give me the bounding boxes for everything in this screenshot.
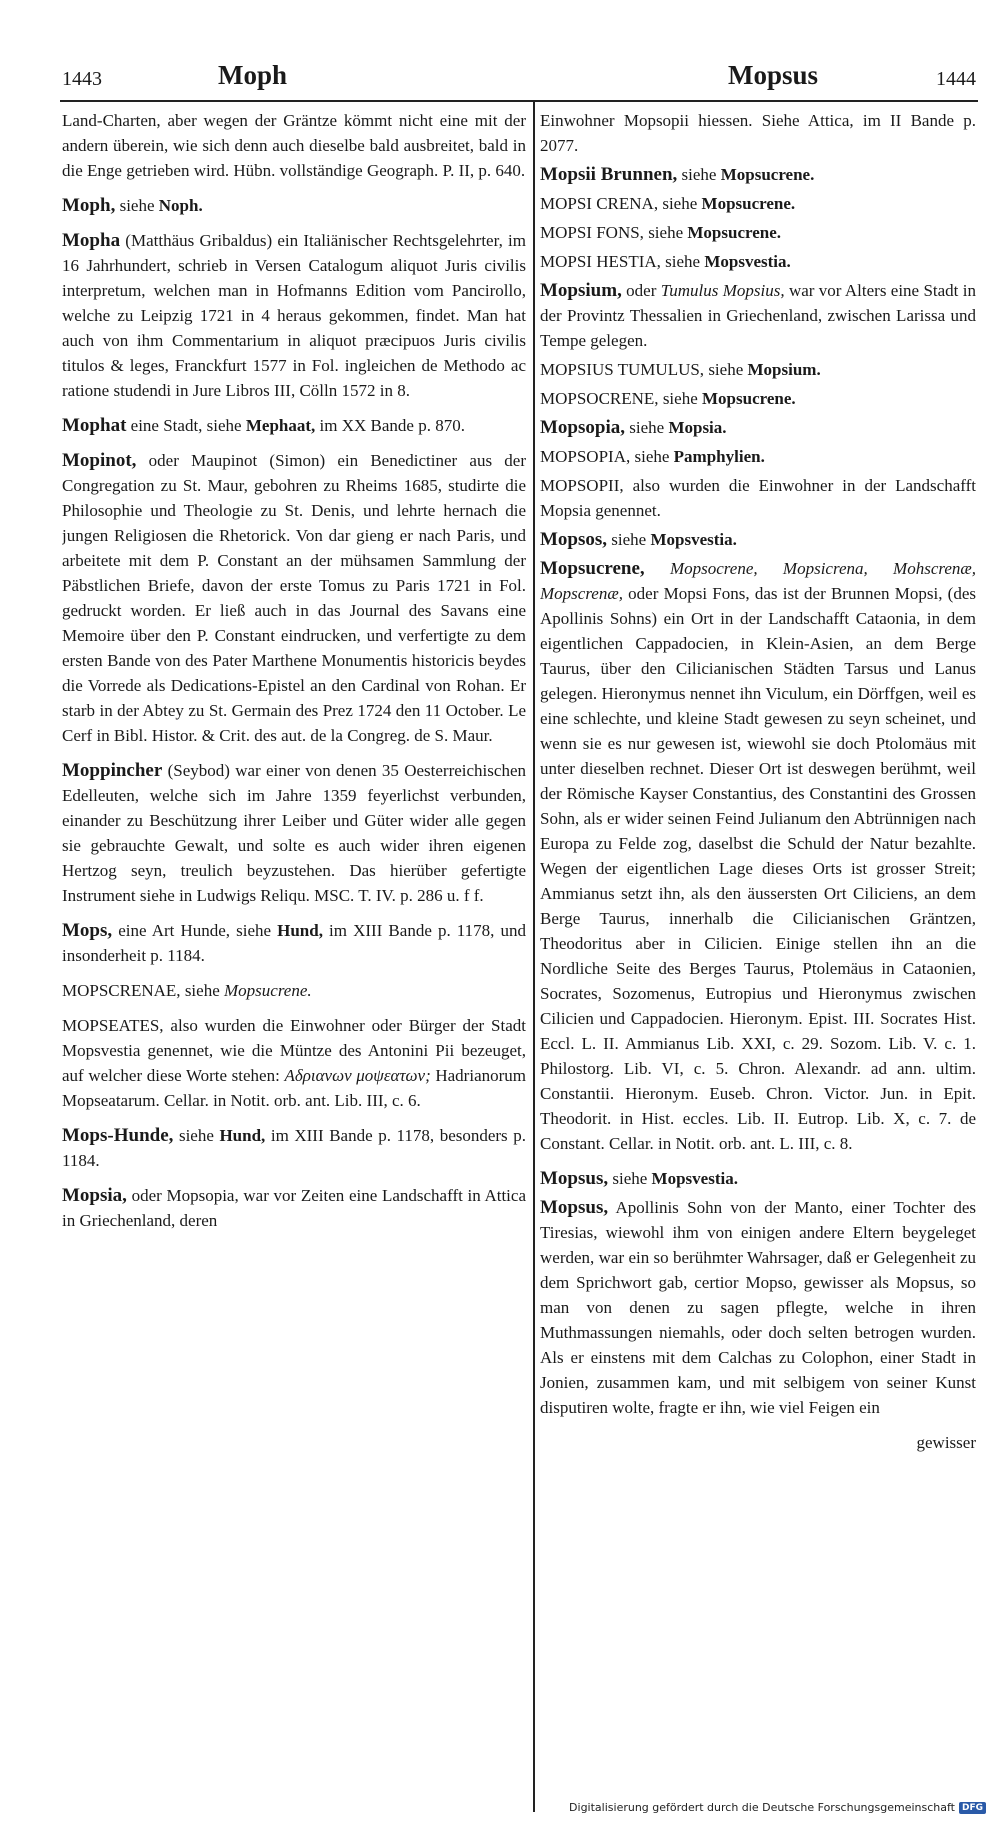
headword: Mopinot, [62, 450, 137, 471]
column-divider [533, 102, 535, 1812]
left-running-title: Moph [218, 60, 288, 90]
cross-reference: Mopsucrene. [687, 223, 782, 242]
headword: Mopsos, [540, 529, 608, 550]
cross-reference: Mopsucrene. [701, 194, 796, 213]
entry-mophat: Mophat eine Stadt, siehe Mephaat, im XX Bande p. 870. [62, 415, 465, 436]
entry-mopsi-crena: MOPSI CRENA, siehe Mopsucrene. [540, 194, 796, 213]
headword: Mopsus, [540, 1197, 609, 1218]
headword: Mophat [62, 415, 127, 436]
right-column [540, 108, 976, 1808]
running-head [60, 60, 980, 104]
entry-mopsos: Mopsos, siehe Mopsvestia. [540, 529, 737, 550]
left-page-number: 1443 [62, 68, 102, 90]
headword: MOPSCRENAE, [62, 981, 181, 1000]
entry-mopsopia: Mopsopia, siehe Mopsia. [540, 417, 727, 438]
entry-mopscrenae: MOPSCRENAE, siehe Mopsucrene. [62, 981, 312, 1000]
entry-mops: Mops, eine Art Hunde, siehe Hund, im XIII Bande p. 1178, und insonderheit p. 1184. [62, 920, 526, 965]
entry-mopseates: MOPSEATES, also wurden die Einwohner oder Bürger der Stadt Mopsvestia genennet, wie die Müntze des Antonini Pii bezeuget, auf welcher diese Worte stehen: Αδριανων μοψεατων; Hadrianorum Mopseatarum. Cellar. in Notit. orb. ant. Lib. III, c. 6. [62, 1016, 526, 1110]
cross-reference: Mopsvestia. [650, 530, 737, 549]
entry-mopha: Mopha (Matthäus Gribaldus) ein Italiänischer Rechtsgelehrter, im 16 Jahrhundert, schrieb in Versen Catalogum aliquot Juris civilis interpretum, welchen man in Hofmanns Edition vom Pancirollo, welche zu Leipzig 1721 in 4 heraus gekommen, findet. Man hat auch von ihm Commentarium in aliquot præcipuos Juris civilis titulos & leges, Franckfurt 1577 in Fol. ingleichen de Methodo ac ratione studendi in Jure Libros III, Cölln 1572 in 8. [62, 230, 526, 400]
headword: Mopsucrene, [540, 558, 645, 579]
headword: Mopsium, [540, 280, 622, 301]
headword: MOPSOPII, [540, 476, 624, 495]
entry-mopsii-brunnen: Mopsii Brunnen, siehe Mopsucrene. [540, 164, 815, 185]
headword: Mops-Hunde, [62, 1125, 174, 1146]
headword: Mopsii Brunnen, [540, 164, 678, 185]
entry-mopsocrene: MOPSOCRENE, siehe Mopsucrene. [540, 389, 796, 408]
entry-mopsus-ref: Mopsus, siehe Mopsvestia. [540, 1168, 738, 1189]
entry-continuation: Land-Charten, aber wegen der Gräntze kömmt nicht eine mit der andern überein, wie sich denn auch dieselbe bald ausbreitet, bald in die Enge getrieben wird. Hübn. vollständige Geograph. P. II, p. 640. [62, 111, 526, 180]
cross-reference: Hund, [277, 921, 323, 940]
cross-reference: Noph. [158, 196, 203, 215]
entry-mopsi-hestia: MOPSI HESTIA, siehe Mopsvestia. [540, 252, 791, 271]
headword: Moppincher [62, 760, 163, 781]
entry-mops-hunde: Mops-Hunde, siehe Hund, im XIII Bande p. 1178, besonders p. 1184. [62, 1125, 526, 1170]
headword: MOPSEATES, [62, 1016, 164, 1035]
cross-reference: Pamphylien. [673, 447, 765, 466]
headword: Mops, [62, 920, 113, 941]
entry-continuation: Einwohner Mopsopii hiessen. Siehe Attica, im II Bande p. 2077. [540, 111, 976, 155]
headword: MOPSI CRENA, [540, 194, 659, 213]
entry-mopsucrene: Mopsucrene, Mopsocrene, Mopsicrena, Mohscrenæ, Mopscrenæ, oder Mopsi Fons, das ist der Brunnen Mopsi, (des Apollinis Sohns) ein Ort in der Landschafft Cataonia, in dem eigentlichen Cappadocien, in Klein-Asien, an dem Berge Taurus, über den Cilicianischen Städten Tarsus und Lanus gelegen. Hieronymus nennet ihn Viculum, ein Dörffgen, weil es eine schlechte, und kleine Stadt gewesen zu seyn scheinet, und wenn sie es nur gewesen ist, wiewohl sie doch Ptolomäus mit unter dieselben rechnet. Dieser Ort ist deswegen berühmt, weil der Römische Kayser Constantius, des Constantini des Grossen Sohn, als er wider seinen Feind Julianum den Abtrünnigen nach Europa zu Felde zog, daselbst die Schuld der Natur bezahlte. Wegen der eigentlichen Lage dieses Orts ist grosser Streit; Ammianus setzt ihn, als den äussersten Ort Ciliciens, an dem Berge Taurus, innerhalb die Cilicianischen Gräntzen, Theodoritus aber in Cilicien. Einige stellen ihn an die Nordliche Seite des Berges Taurus, Ptolemäus in Cataonien, Socrates, Sozomenus, Eutropius und Hieronymus zwischen Cilicien und Cappadocien. Hieronym. Epist. III. Socrates Hist. Eccl. L. II. Ammianus Lib. XXI, c. 29. Sozom. Lib. V. c. 1. Philostorg. Lib. VI, c. 5. Chron. Alexandr. ad ann. ultim. Constantii. Hieronym. Euseb. Chron. Victor. Jun. in Epit. Theodorit. in Hist. eccles. Lib. II. Eutrop. Lib. X, c. 7. de Constant. Cellar. in Notit. orb. ant. L. III, c. 8. [540, 558, 976, 1153]
cross-reference: Mopsucrene. [720, 165, 815, 184]
headword: MOPSOPIA, [540, 447, 631, 466]
entry-mopsopii: MOPSOPII, also wurden die Einwohner in der Landschafft Mopsia genennet. [540, 476, 976, 520]
catchword: gewisser [916, 1433, 976, 1452]
cross-reference: Mopsvestia. [704, 252, 791, 271]
headword: MOPSI HESTIA, [540, 252, 661, 271]
headword: Moph, [62, 195, 116, 216]
entry-mopinot: Mopinot, oder Maupinot (Simon) ein Benedictiner aus der Congregation zu St. Maur, gebohren zu Rheims 1685, studirte die Philosophie und Theologie zu St. Denis, und lehrte hernach die jungen Religiosen die Rhetorick. Von dar gieng er nach Paris, und arbeitete mit dem P. Constant an der mühsamen Sammlung der Päbstlichen Briefe, davon der erste Tomus zu Paris 1721 in Fol. gedruckt worden. Er ließ auch in das Journal des Savans eine Memoire über den P. Constant eindrucken, und verfertigte zu dem ersten Bande von des Pater Marthene Monumentis historicis beydes die Vorrede als Dedications-Epistel an den Cardinal von Rohan. Er starb in der Abtey zu St. Germain des Prez 1724 den 11 October. Le Cerf in Bibl. Histor. & Crit. des aut. de la Congreg. de S. Maur. [62, 450, 526, 745]
entry-mopsopia-upper: MOPSOPIA, siehe Pamphylien. [540, 447, 765, 466]
headword: MOPSIUS TUMULUS, [540, 360, 705, 379]
headword: Mopsia, [62, 1185, 127, 1206]
headword: Mopha [62, 230, 121, 251]
cross-reference: Mopsucrene. [702, 389, 796, 408]
entry-mopsius-tumulus: MOPSIUS TUMULUS, siehe Mopsium. [540, 360, 821, 379]
cross-reference: Mephaat, [245, 416, 316, 435]
left-column [62, 108, 526, 1808]
cross-reference: Hund, [219, 1126, 266, 1145]
cross-reference: Mopsucrene. [224, 981, 312, 1000]
dfg-logo: DFG [959, 1802, 986, 1814]
digitization-footer [569, 1801, 986, 1814]
headword: Mopsopia, [540, 417, 625, 438]
entry-moppincher: Moppincher (Seybod) war einer von denen 35 Oesterreichischen Edelleuten, welche sich im Jahre 1359 feyerlichst verbunden, einander zu Beschützung ihrer Leiber und Güter wider alle gegen sie gebrauchte Gewalt, und solte es auch wider ihren eigenen Hertzog seyn, treulich beyzustehen. Das hierüber gefertigte Instrument siehe in Ludwigs Reliqu. MSC. T. IV. p. 286 u. f f. [62, 760, 526, 905]
right-running-title: Mopsus [728, 60, 819, 90]
headword: Mopsus, [540, 1168, 609, 1189]
entry-mopsium: Mopsium, oder Tumulus Mopsius, war vor Alters eine Stadt in der Provintz Thessalien in Griechenland, zwischen Larissa und Tempe gelegen. [540, 280, 976, 350]
entry-mopsia: Mopsia, oder Mopsopia, war vor Zeiten eine Landschafft in Attica in Griechenland, deren [62, 1185, 526, 1230]
headword: MOPSOCRENE, [540, 389, 659, 408]
entry-moph: Moph, siehe Noph. [62, 195, 203, 216]
cross-reference: Mopsium. [747, 360, 821, 379]
cross-reference: Mopsia. [668, 418, 727, 437]
headword: MOPSI FONS, [540, 223, 644, 242]
footer-text: Digitalisierung gefördert durch die Deutsche Forschungsgemeinschaft [569, 1801, 955, 1814]
right-page-number: 1444 [936, 68, 976, 90]
greek-inscription: Αδριανων μοψεατων; [284, 1066, 431, 1085]
cross-reference: Mopsvestia. [651, 1169, 738, 1188]
entry-mopsus: Mopsus, Apollinis Sohn von der Manto, einer Tochter des Tiresias, wiewohl ihm von einigen andere Eltern beygeleget werden, war ein so berühmter Wahrsager, daß er Gelegenheit zu dem Sprichwort gab, certior Mopso, gewisser als Mopsus, so man von denen zu sagen pflegte, welche in ihren Muthmassungen niemahls, oder doch selten betrogen wurden. Als er einstens mit dem Calchas zu Colophon, einer Stadt in Jonien, zusammen kam, und mit selbigem von seiner Kunst disputiren wolte, fragte er ihn, wie viel Feigen ein [540, 1197, 976, 1417]
entry-mopsi-fons: MOPSI FONS, siehe Mopsucrene. [540, 223, 782, 242]
header-rule [60, 100, 978, 102]
